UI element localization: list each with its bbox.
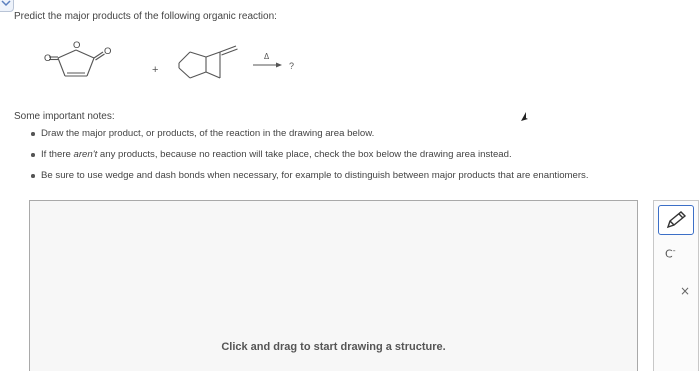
drawing-toolbar <box>653 200 699 371</box>
reaction-arrow <box>253 63 282 68</box>
notes-list <box>28 128 589 191</box>
note-item: Draw the major product, or products, of the reaction in the drawing area below. <box>28 128 589 140</box>
drawing-canvas[interactable] <box>29 200 638 371</box>
oxygen-label: O <box>73 40 81 51</box>
product-unknown: ? <box>289 61 295 71</box>
oxygen-label: O <box>44 53 52 64</box>
drawing-hint: Click and drag to start drawing a structure. <box>221 341 446 353</box>
charge-sign: - <box>672 246 676 255</box>
reaction-scheme <box>40 38 310 90</box>
note-item: If there aren't any products, because no reaction will take place, check the box below the drawing area instead. <box>28 149 589 161</box>
clear-button[interactable] <box>680 284 690 298</box>
note-item: Be sure to use wedge and dash bonds when necessary, for example to distinguish between major products that are enantiomers. <box>28 170 589 182</box>
chevron-down-icon <box>1 0 11 7</box>
collapse-toggle[interactable] <box>0 0 14 12</box>
notes-heading: Some important notes: <box>14 111 115 122</box>
close-icon: × <box>680 284 691 298</box>
plus-sign: + <box>152 64 159 76</box>
heat-symbol: Δ <box>264 52 270 61</box>
pencil-tool-button[interactable] <box>658 205 694 235</box>
charge-label: C <box>665 247 673 261</box>
oxygen-label: O <box>104 46 112 57</box>
charge-tool-button[interactable] <box>665 246 676 261</box>
methylenecyclohexene-structure <box>179 46 238 78</box>
mouse-pointer-icon <box>519 111 529 123</box>
pencil-icon <box>664 209 688 231</box>
maleic-anhydride-structure <box>49 50 105 76</box>
question-prompt: Predict the major products of the following organic reaction: <box>14 11 277 22</box>
